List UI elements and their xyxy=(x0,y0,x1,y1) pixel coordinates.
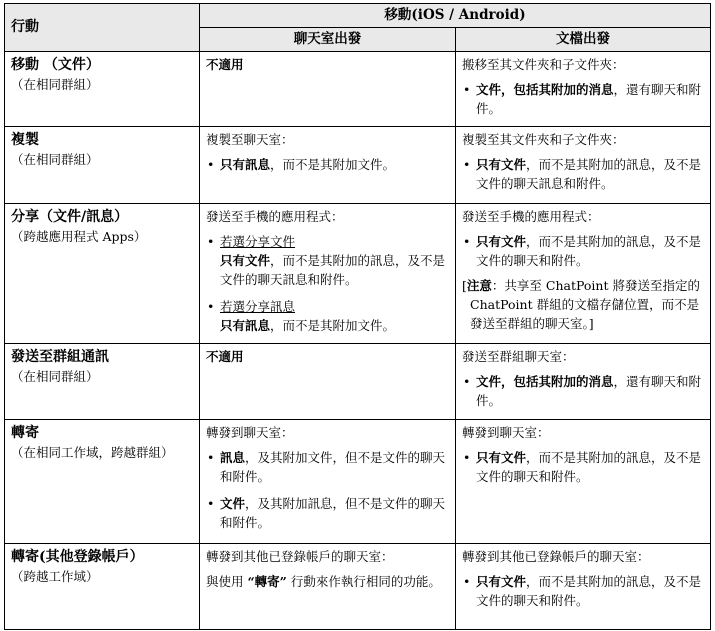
bullet-icon: • xyxy=(463,234,471,249)
bullet-icon: • xyxy=(207,496,215,511)
action-cell xyxy=(5,544,200,630)
action-title: 複製 xyxy=(11,132,39,148)
bullet-text: ，而不是其附加文件。 xyxy=(270,157,396,172)
action-scope: （在相同群組） xyxy=(11,369,99,384)
action-title: 分享（文件/訊息） xyxy=(11,209,129,225)
header-from-doc: 文檔出發 xyxy=(456,28,711,52)
chat-bullets xyxy=(206,232,449,335)
chat-lead: 轉發到其他已登錄帳戶的聊天室： xyxy=(206,549,394,564)
chat-lead: 發送至手機的應用程式： xyxy=(206,209,344,224)
bullet-bold: 文件，包括其附加的消息 xyxy=(476,374,614,389)
doc-cell xyxy=(456,420,711,544)
action-scope: （跨越工作域） xyxy=(11,569,99,584)
doc-cell xyxy=(456,544,711,630)
doc-bullets xyxy=(462,372,704,410)
bullet-icon: • xyxy=(207,450,215,465)
bullet-bold: 只有訊息 xyxy=(220,318,271,333)
bullet-option: 若選分享文件 xyxy=(220,234,296,249)
note-label: 注意 xyxy=(466,278,492,293)
action-scope: （在相同群組） xyxy=(11,152,99,167)
bullet-text: ，及其附加訊息，但不是文件的聊天和附件。 xyxy=(220,496,446,530)
chat-bullets xyxy=(206,448,449,532)
bullet-bold: 只有文件 xyxy=(476,157,527,172)
action-title: 轉寄 xyxy=(11,425,39,441)
bullet-bold: 文件 xyxy=(220,496,246,511)
bullet-text: ，而不是其附加的訊息，及不是文件的聊天和附件。 xyxy=(476,450,702,484)
chat-lead: 轉發到聊天室： xyxy=(206,425,294,440)
bullet-bold: 只有文件 xyxy=(476,450,527,465)
doc-cell xyxy=(456,127,711,204)
bullet-text: ，及其附加文件，但不是文件的聊天和附件。 xyxy=(220,450,446,484)
action-scope: （跨越應用程式 Apps） xyxy=(11,229,147,244)
bullet-icon: • xyxy=(463,82,471,97)
note-bracket-open: [ xyxy=(462,278,467,293)
doc-lead: 轉發到聊天室： xyxy=(462,425,550,440)
bullet-option: 若選分享訊息 xyxy=(220,299,296,314)
list-item xyxy=(206,448,449,486)
note-bracket-close: ] xyxy=(588,316,594,331)
action-cell xyxy=(5,204,200,344)
action-title: 發送至群組通訊 xyxy=(11,349,109,365)
action-cell xyxy=(5,344,200,420)
paragraph-post: 行動來作執行相同的功能。 xyxy=(286,574,441,589)
bullet-text: ，還有聊天和附件。 xyxy=(476,82,702,116)
chat-cell xyxy=(200,420,456,544)
list-item xyxy=(462,372,704,410)
chat-lead: 複製至聊天室： xyxy=(206,132,294,147)
list-item xyxy=(462,572,704,610)
doc-lead: 發送至群組聊天室： xyxy=(462,349,575,364)
list-item xyxy=(206,297,449,335)
header-from-chat: 聊天室出發 xyxy=(200,28,456,52)
list-item xyxy=(462,155,704,193)
doc-lead: 發送至手機的應用程式： xyxy=(462,209,600,224)
bullet-bold: 只有文件 xyxy=(476,234,527,249)
list-item xyxy=(462,232,704,270)
list-item xyxy=(206,155,449,174)
doc-bullets xyxy=(462,155,704,193)
bullet-text: ，而不是其附加的訊息，及不是文件的聊天和附件。 xyxy=(476,234,702,268)
table-row xyxy=(5,52,711,127)
action-scope: （在相同群組） xyxy=(11,77,99,92)
paragraph-pre: 與使用 xyxy=(206,574,248,589)
doc-cell xyxy=(456,52,711,127)
action-scope: （在相同工作域，跨越群組） xyxy=(11,445,174,460)
bullet-text: ，而不是其附加的訊息，及不是文件的聊天訊息和附件。 xyxy=(220,253,446,287)
action-cell xyxy=(5,52,200,127)
table-row xyxy=(5,204,711,344)
chat-cell xyxy=(200,52,456,127)
header-mobile: 移動(iOS / Android) xyxy=(200,4,711,28)
doc-lead: 搬移至其文件夾和子文件夾： xyxy=(462,57,625,72)
action-matrix-table xyxy=(4,3,711,630)
doc-lead: 轉發到其他已登錄帳戶的聊天室： xyxy=(462,549,650,564)
bullet-bold: 只有訊息 xyxy=(220,157,271,172)
bullet-bold: 只有文件 xyxy=(220,253,271,268)
bullet-icon: • xyxy=(463,157,471,172)
bullet-text: ，而不是其附加文件。 xyxy=(270,318,396,333)
bullet-text: ，而不是其附加的訊息，及不是文件的聊天訊息和附件。 xyxy=(476,157,702,191)
list-item xyxy=(462,448,704,486)
doc-cell xyxy=(456,344,711,420)
bullet-icon: • xyxy=(207,234,215,249)
bullet-icon: • xyxy=(207,299,215,314)
action-title: 移動 （文件） xyxy=(11,57,100,73)
chat-cell xyxy=(200,544,456,630)
bullet-bold: 文件，包括其附加的消息 xyxy=(476,82,614,97)
chat-cell xyxy=(200,344,456,420)
chat-bullets xyxy=(206,155,449,174)
table-row xyxy=(5,127,711,204)
chat-lead: 不適用 xyxy=(206,349,244,364)
doc-bullets xyxy=(462,232,704,270)
chat-cell xyxy=(200,127,456,204)
chat-paragraph xyxy=(206,572,449,591)
doc-bullets xyxy=(462,448,704,486)
doc-bullets xyxy=(462,80,704,118)
header-row xyxy=(5,4,711,28)
bullet-text: ，還有聊天和附件。 xyxy=(476,374,702,408)
chat-cell xyxy=(200,204,456,344)
doc-lead: 複製至其文件夾和子文件夾： xyxy=(462,132,625,147)
table-row xyxy=(5,344,711,420)
action-cell xyxy=(5,420,200,544)
action-title: 轉寄(其他登錄帳戶） xyxy=(11,549,144,565)
table-row xyxy=(5,544,711,630)
paragraph-bold: “轉寄” xyxy=(247,574,287,589)
doc-note xyxy=(462,276,704,333)
doc-bullets xyxy=(462,572,704,610)
action-cell xyxy=(5,127,200,204)
note-text: ：共享至 ChatPoint 將發送至指定的 ChatPoint 群組的文檔存儲位置，而不是發送至群組的聊天室。 xyxy=(470,278,700,331)
bullet-icon: • xyxy=(207,157,215,172)
doc-cell xyxy=(456,204,711,344)
bullet-text: ，而不是其附加的訊息，及不是文件的聊天和附件。 xyxy=(476,574,702,608)
bullet-bold: 訊息 xyxy=(220,450,246,465)
bullet-icon: • xyxy=(463,574,471,589)
list-item xyxy=(462,80,704,118)
bullet-icon: • xyxy=(463,450,471,465)
chat-lead: 不適用 xyxy=(206,57,244,72)
bullet-bold: 只有文件 xyxy=(476,574,527,589)
table-row xyxy=(5,420,711,544)
header-action: 行動 xyxy=(5,4,200,52)
bullet-icon: • xyxy=(463,374,471,389)
list-item xyxy=(206,494,449,532)
list-item xyxy=(206,232,449,289)
